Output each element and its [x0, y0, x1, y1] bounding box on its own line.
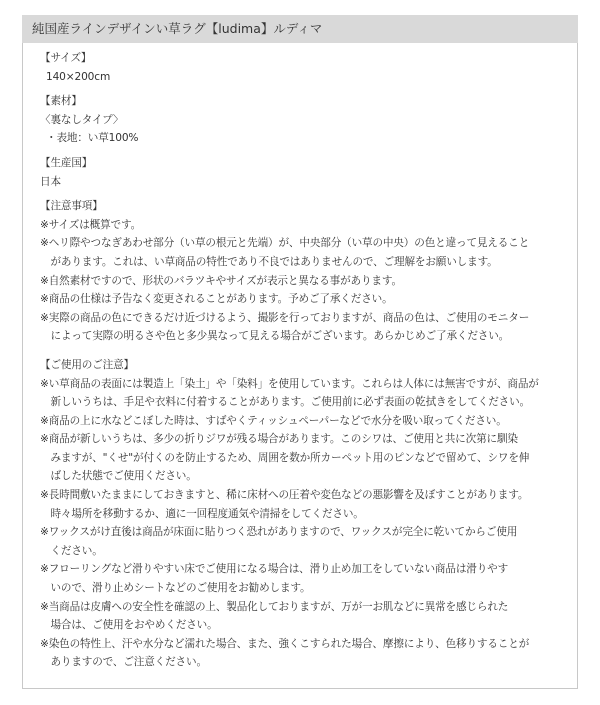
origin-value: 日本	[40, 175, 61, 188]
caution-line: ※ヘリ際やつなぎあわせ部分（い草の根元と先端）が、中央部分（い草の中央）の色と違って見えること	[40, 237, 530, 250]
caution-line: ※商品の仕様は予告なく変更されることがあります。予めご了承ください。	[40, 293, 393, 306]
caution-line: ※実際の商品の色にできるだけ近づけるよう、撮影を行っておりますが、商品の色は、ご使用のモニター	[40, 311, 530, 324]
usage-line: ください。	[40, 544, 103, 557]
caution-line: があります。これは、い草商品の特性であり不良ではありませんので、ご理解をお願いします。	[40, 255, 498, 268]
usage-line: ※ワックスがけ直後は商品が床面に貼りつく恐れがありますので、ワックスが完全に乾いてからご使用	[40, 526, 518, 539]
usage-line: みますが、"くせ"が付くのを防止するため、周囲を数か所カーペット用のピンなどで留めて、シワを伸	[40, 451, 530, 464]
cautions-heading: 【注意事項】	[40, 200, 103, 213]
material-heading: 【素材】	[40, 95, 82, 108]
material-type: 〈裏なしタイプ〉	[40, 113, 124, 126]
usage-line: ※フローリングなど滑りやすい床でご使用になる場合は、滑り止め加工をしていない商品は滑りやす	[40, 563, 509, 576]
caution-line: ※自然素材ですので、形状のバラツキやサイズが表示と異なる事があります。	[40, 274, 402, 287]
usage-line: 場合は、ご使用をおやめください。	[40, 619, 218, 632]
usage-line: ※い草商品の表面には製造上「染土」や「染料」を使用しています。これらは人体には無害ですが、商品が	[40, 377, 539, 390]
usage-line: ※長時間敷いたままにしておきますと、稀に床材への圧着や変色などの悪影響を及ぼすことがあります。	[40, 489, 529, 502]
usage-line: 新しいうちは、手足や衣料に付着することがあります。ご使用前に必ず表面の乾拭きをしてください。	[40, 396, 531, 409]
origin-heading: 【生産国】	[40, 156, 93, 169]
spec-content-box	[22, 43, 578, 689]
usage-line: ばした状態でご使用ください。	[40, 470, 197, 483]
usage-line: いので、滑り止めシートなどのご使用をお勧めします。	[40, 582, 311, 595]
usage-line: ※商品の上に水などこぼした時は、すばやくティッシュペーパーなどで水分を吸い取ってください。	[40, 414, 507, 427]
product-title-bar	[22, 15, 578, 43]
caution-line: ※サイズは概算です。	[40, 218, 142, 231]
material-detail: ・表地：い草100%	[46, 132, 139, 145]
usage-line: ※染色の特性上、汗や水分など濡れた場合、また、強くこすられた場合、摩擦により、色移りすることが	[40, 637, 530, 650]
usage-line: ※商品が新しいうちは、多少の折りジワが残る場合があります。このシワは、ご使用と共に次第に馴染	[40, 433, 518, 446]
size-heading: 【サイズ】	[40, 52, 92, 64]
usage-line: 時々場所を移動するか、適に一回程度通気や清掃をしてください。	[40, 507, 364, 520]
usage-heading: 【ご使用のご注意】	[40, 358, 134, 371]
caution-line: によって実際の明るさや色と多少異なって見える場合がございます。あらかじめご了承ください。	[40, 330, 510, 343]
product-title: 純国産ラインデザインい草ラグ【ludima】ルディマ	[32, 21, 323, 36]
usage-line: ありますので、ご注意ください。	[40, 656, 207, 669]
size-value: 140×200cm	[46, 70, 111, 83]
usage-line: ※当商品は皮膚への安全性を確認の上、製品化しておりますが、万が一お肌などに異常を感じられた	[40, 600, 509, 613]
